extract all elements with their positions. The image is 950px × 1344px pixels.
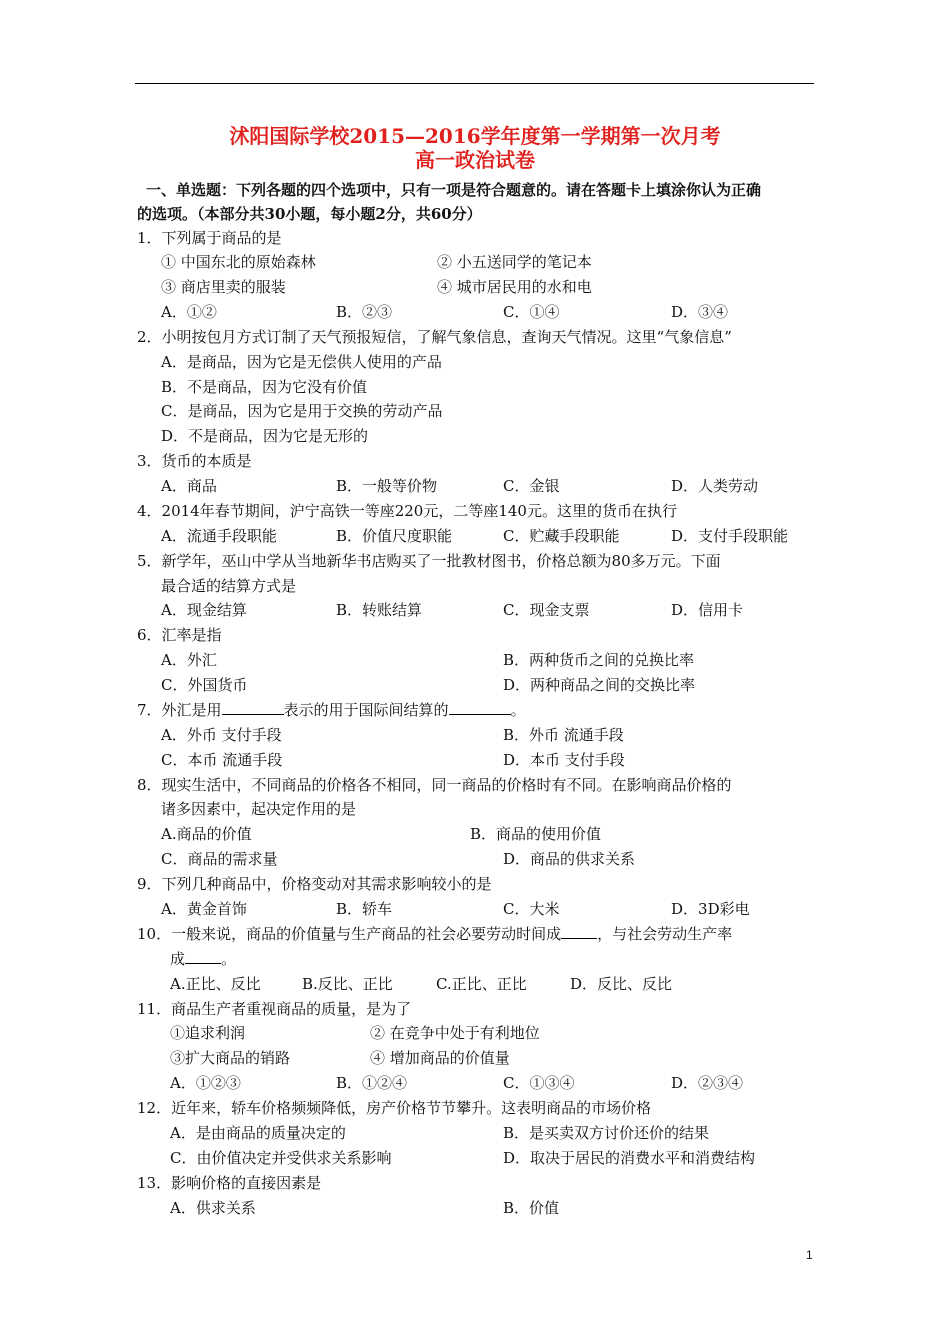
answer-option: A.正比、反比	[170, 975, 261, 993]
question-stem: 4．2014年春节期间，沪宁高铁一等座220元，二等座140元。这里的货币在执行	[137, 502, 677, 520]
answer-option: B.反比、正比	[302, 975, 393, 993]
answer-option: A．①②	[161, 303, 217, 321]
answer-option: B．价值	[503, 1199, 560, 1217]
answer-option: C．本币 流通手段	[161, 751, 283, 769]
answer-option: D．不是商品，因为它是无形的	[161, 427, 369, 445]
answer-option: D．反比、反比	[570, 975, 673, 993]
answer-option: A．现金结算	[161, 601, 247, 619]
answer-option: B．商品的使用价值	[470, 825, 602, 843]
question-stem: 13．影响价格的直接因素是	[137, 1174, 322, 1192]
question-item: ① 中国东北的原始森林	[161, 253, 316, 271]
fill-blank	[449, 700, 511, 715]
answer-option: A．是由商品的质量决定的	[170, 1124, 346, 1142]
answer-option: C．①④	[503, 303, 560, 321]
question-stem: 12．近年来，轿车价格频频降低，房产价格节节攀升。这表明商品的市场价格	[137, 1099, 652, 1117]
answer-option: C．由价值决定并受供求关系影响	[170, 1149, 392, 1167]
answer-option: D．取决于居民的消费水平和消费结构	[503, 1149, 756, 1167]
question-stem-continued: 成 。	[170, 950, 237, 968]
answer-option: B．不是商品，因为它没有价值	[161, 378, 368, 396]
answer-option: D．两种商品之间的交换比率	[503, 676, 696, 694]
answer-option: A．流通手段职能	[161, 527, 277, 545]
answer-option: A．是商品，因为它是无偿供人使用的产品	[161, 353, 442, 371]
answer-option: D．本币 支付手段	[503, 751, 625, 769]
question-item: ③扩大商品的销路	[170, 1049, 291, 1067]
answer-option: A．①②③	[170, 1074, 241, 1092]
answer-option: D．商品的供求关系	[503, 850, 636, 868]
answer-option: D．③④	[671, 303, 729, 321]
fill-blank	[222, 700, 284, 715]
question-stem: 5．新学年，巫山中学从当地新华书店购买了一批教材图书，价格总额为80多万元。下面	[137, 552, 721, 570]
answer-option: B．一般等价物	[336, 477, 438, 495]
answer-option: C.正比、正比	[436, 975, 527, 993]
answer-option: A．外汇	[161, 651, 217, 669]
question-stem: 11．商品生产者重视商品的质量，是为了	[137, 1000, 412, 1018]
answer-option: D．人类劳动	[671, 477, 759, 495]
answer-option: C．商品的需求量	[161, 850, 278, 868]
page-number: 1	[806, 1248, 813, 1262]
question-item: ② 在竞争中处于有利地位	[370, 1024, 540, 1042]
answer-option: A．商品	[161, 477, 217, 495]
fill-blank	[185, 949, 221, 964]
answer-option: C．贮藏手段职能	[503, 527, 620, 545]
question-stem-continued: 最合适的结算方式是	[161, 577, 297, 595]
answer-option: D．信用卡	[671, 601, 744, 619]
answer-option: C．大米	[503, 900, 560, 918]
answer-option: B．轿车	[336, 900, 393, 918]
question-item: ④ 城市居民用的水和电	[437, 278, 592, 296]
question-stem: 7．外汇是用 表示的用于国际间结算的 。	[137, 701, 526, 719]
answer-option: D．3D彩电	[671, 900, 750, 918]
answer-option: D．②③④	[671, 1074, 744, 1092]
exam-title: 沭阳国际学校2015—2016学年度第一学期第一次月考	[229, 124, 721, 148]
question-stem: 9．下列几种商品中，价格变动对其需求影响较小的是	[137, 875, 492, 893]
exam-subtitle: 高一政治试卷	[415, 148, 535, 172]
question-stem-continued: 诸多因素中，起决定作用的是	[161, 800, 357, 818]
fill-blank	[561, 924, 597, 939]
answer-option: D．支付手段职能	[671, 527, 789, 545]
section-instructions-line2: 的选项。（本部分共30小题，每小题2分，共60分）	[137, 205, 482, 223]
answer-option: A.商品的价值	[161, 825, 252, 843]
answer-option: C．现金支票	[503, 601, 590, 619]
question-item: ①追求利润	[170, 1024, 246, 1042]
answer-option: B．两种货币之间的兑换比率	[503, 651, 695, 669]
question-stem: 3．货币的本质是	[137, 452, 252, 470]
answer-option: A．黄金首饰	[161, 900, 247, 918]
answer-option: C．是商品，因为它是用于交换的劳动产品	[161, 402, 443, 420]
answer-option: B．①②④	[336, 1074, 408, 1092]
question-stem: 6．汇率是指	[137, 626, 222, 644]
question-stem: 1．下列属于商品的是	[137, 229, 282, 247]
answer-option: C．外国货币	[161, 676, 248, 694]
answer-option: A．供求关系	[170, 1199, 256, 1217]
header-rule	[135, 83, 814, 84]
answer-option: B．②③	[336, 303, 393, 321]
answer-option: A．外币 支付手段	[161, 726, 282, 744]
answer-option: C．金银	[503, 477, 560, 495]
answer-option: B．转账结算	[336, 601, 423, 619]
answer-option: B．价值尺度职能	[336, 527, 453, 545]
question-item: ④ 增加商品的价值量	[370, 1049, 510, 1067]
question-item: ③ 商店里卖的服装	[161, 278, 286, 296]
question-item: ② 小五送同学的笔记本	[437, 253, 592, 271]
answer-option: C．①③④	[503, 1074, 575, 1092]
question-stem: 10．一般来说，商品的价值量与生产商品的社会必要劳动时间成 ，与社会劳动生产率	[137, 925, 733, 943]
question-stem: 8．现实生活中，不同商品的价格各不相同，同一商品的价格时有不同。在影响商品价格的	[137, 776, 732, 794]
question-stem: 2．小明按包月方式订制了天气预报短信，了解气象信息，查询天气情况。这里“气象信息”	[137, 328, 732, 346]
section-instructions-line1: 一、单选题：下列各题的四个选项中，只有一项是符合题意的。请在答题卡上填涂你认为正确	[146, 181, 762, 199]
answer-option: B．外币 流通手段	[503, 726, 624, 744]
answer-option: B．是买卖双方讨价还价的结果	[503, 1124, 710, 1142]
